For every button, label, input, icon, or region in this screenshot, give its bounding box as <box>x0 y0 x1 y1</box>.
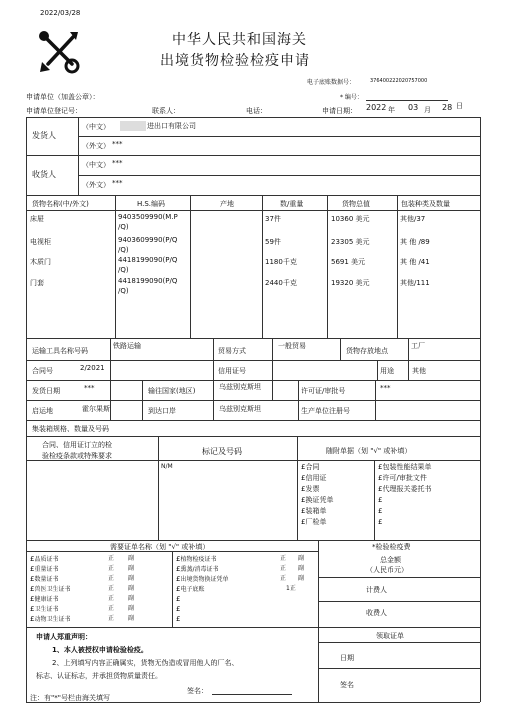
checkbox-icon: £ <box>301 518 306 526</box>
shipper-en-value: *** <box>112 140 123 148</box>
doc-item[interactable]: £发票 <box>301 485 320 493</box>
cert-item[interactable]: £电子底账 1正 <box>176 585 296 593</box>
goods-row-1-pack: 其他/37 <box>400 215 426 223</box>
goods-row-3-value: 5691 美元 <box>331 258 366 266</box>
form-title-line2: 出境货物检验检疫申请 <box>160 53 310 69</box>
checkbox-icon: £ <box>378 474 383 482</box>
doc-item[interactable] <box>378 517 478 528</box>
marks-label: 标记及号码 <box>202 447 242 456</box>
ship-date-label: 发货日期 <box>32 387 60 395</box>
checkbox-icon: £ <box>301 463 306 471</box>
checkbox-icon: £ <box>378 463 383 471</box>
goods-row-2-hs: 9403609990(P/Q <box>118 236 178 244</box>
doc-item[interactable]: £代理报关委托书 <box>378 485 432 493</box>
docs-label: 随附单据（划 "√" 或补填） <box>326 447 412 455</box>
form-title-line1: 中华人民共和国海关 <box>172 32 307 48</box>
cert-item[interactable]: £重量证书 正 副 <box>30 565 135 573</box>
checkbox-icon: £ <box>301 496 306 504</box>
goods-row-2-qty: 59件 <box>265 238 281 246</box>
contract-req-label: 合同、信用证订立的检 <box>42 441 112 449</box>
e-number-label: 电子底账数据号： <box>307 79 356 86</box>
fee-label: *检验检疫费 <box>372 543 411 551</box>
goods-row-4-hs: 4418199090(P/Q <box>118 277 178 285</box>
storage-value: 工厂 <box>411 342 425 350</box>
goods-row-2-name: 电视柜 <box>30 238 51 246</box>
consignee-cn-value: *** <box>112 159 123 167</box>
applicant-label: 申请单位（加盖公章）： <box>26 93 100 101</box>
checkbox-icon: £ <box>176 605 181 613</box>
checkbox-icon: £ <box>176 555 181 563</box>
storage-label: 货物存放地点 <box>346 347 388 355</box>
goods-row-2-value: 23305 美元 <box>331 238 370 246</box>
doc-item[interactable] <box>378 495 478 506</box>
goods-row-1-qty: 37件 <box>265 215 281 223</box>
goods-row-4-name: 门套 <box>30 279 44 287</box>
goods-row-3-name: 木质门 <box>30 258 51 266</box>
goods-row-4-pack: 其他/111 <box>400 279 430 287</box>
doc-item[interactable]: £厂检单 <box>301 518 327 526</box>
goods-row-1-name: 床屉 <box>30 215 44 223</box>
goods-row-3-hs: 4418199090(P/Q <box>118 256 178 264</box>
e-number-value: 376400222020757000 <box>370 78 428 84</box>
permit-label: 许可证/审批号 <box>301 387 346 395</box>
checkbox-icon: £ <box>378 485 383 493</box>
total-label: 总金额 <box>380 556 401 564</box>
usage-value: 其他 <box>412 367 426 375</box>
producer-label: 生产单位注册号 <box>301 407 350 415</box>
checkbox-icon: £ <box>30 555 35 563</box>
transport-label: 运输工具名称号码 <box>32 347 88 355</box>
goods-header-name: 货物名称(中/外文) <box>32 200 89 208</box>
goods-header-hs: H.S.编码 <box>137 200 166 208</box>
checkbox-icon: £ <box>378 518 383 526</box>
docs-left-list <box>301 462 371 528</box>
goods-row-1-hs: 9403509990(M.P <box>118 213 178 221</box>
cert-item[interactable]: £数量证书 正 副 <box>30 575 135 583</box>
consignee-label: 收货人 <box>32 170 56 179</box>
shipper-label: 发货人 <box>32 131 56 140</box>
checkbox-icon: £ <box>378 496 383 504</box>
checkbox-icon: £ <box>176 615 181 623</box>
goods-row-3-pack: 其 他 /41 <box>400 258 430 266</box>
date-year: 2022 <box>366 103 387 112</box>
trade-label: 贸易方式 <box>218 347 246 355</box>
contact-label: 联系人： <box>152 107 180 115</box>
date-label: 申请日期： <box>322 107 357 115</box>
checkbox-icon: £ <box>30 565 35 573</box>
footer-note: 注：有"*"号栏由海关填写 <box>30 694 110 702</box>
goods-header-qty: 数/重量 <box>280 200 304 208</box>
phone-label: 电话： <box>246 107 267 115</box>
checkbox-icon: £ <box>176 595 181 603</box>
cert-item[interactable]: £品质证书 正 副 <box>30 555 135 563</box>
cert-item[interactable]: £出境货物换证凭单 正 副 <box>176 575 305 583</box>
doc-item[interactable]: £信用证 <box>301 474 327 482</box>
arrive-label: 到达口岸 <box>148 407 176 415</box>
goods-header-pack: 包装种类及数量 <box>401 200 450 208</box>
goods-row-3-qty: 1180千克 <box>265 258 297 266</box>
date-day: 28 <box>442 103 453 112</box>
cert-item[interactable]: £卫生证书 正 副 <box>30 605 135 613</box>
cert-item[interactable]: £动物卫生证书 正 副 <box>30 615 135 623</box>
sign-label: 签名： <box>187 687 208 695</box>
checkbox-icon: £ <box>378 507 383 515</box>
doc-item[interactable]: £换证凭单 <box>301 496 334 504</box>
cert-item[interactable] <box>176 614 316 624</box>
collect-sign-label: 签名 <box>340 681 354 689</box>
arrive-value: 乌兹别克斯坦 <box>219 405 261 413</box>
goods-row-4-qty: 2440千克 <box>265 279 297 287</box>
shipper-en-label: （外文） <box>82 142 110 150</box>
consignee-en-label: （外文） <box>82 181 110 189</box>
shipper-cn-value: 进出口有限公司 <box>147 122 196 130</box>
transport-value: 铁路运输 <box>113 342 141 350</box>
certs-right-list <box>176 554 316 624</box>
registration-label: 申请单位登记号： <box>26 107 82 115</box>
permit-value: *** <box>380 384 391 392</box>
credit-label: 信用证号 <box>218 367 246 375</box>
collect-label: 领取证单 <box>376 632 404 640</box>
checkbox-icon: £ <box>30 595 35 603</box>
date-month: 03 <box>408 103 419 112</box>
usage-label: 用途 <box>380 367 394 375</box>
container-label: 集装箱规格、数量及号码 <box>32 425 109 433</box>
docs-right-list <box>378 462 478 528</box>
checkbox-icon: £ <box>176 585 181 593</box>
doc-item[interactable]: £合同 <box>301 463 320 471</box>
goods-row-1-value: 10360 美元 <box>331 215 370 223</box>
checkbox-icon: £ <box>30 585 35 593</box>
recv-label: 收费人 <box>366 609 387 617</box>
goods-row-2-pack: 其 他 /89 <box>400 238 430 246</box>
goods-header-value: 货物总值 <box>342 200 370 208</box>
doc-item[interactable]: £许可/审批文件 <box>378 474 427 482</box>
cert-label: 需要证单名称（划 "√" 或补填） <box>110 543 210 551</box>
trade-value: 一般贸易 <box>278 342 306 350</box>
top-date: 2022/03/28 <box>40 9 81 17</box>
certs-left-list <box>30 554 170 624</box>
cert-item[interactable] <box>176 604 316 614</box>
depart-label: 启运地 <box>32 407 53 415</box>
doc-item[interactable]: £包装性能结果单 <box>378 463 432 471</box>
checkbox-icon: £ <box>301 474 306 482</box>
cert-item[interactable]: £熏蒸/消毒证书 正 副 <box>176 565 305 573</box>
goods-row-4-value: 19320 美元 <box>331 279 370 287</box>
dest-country-label: 输往国家(地区) <box>148 387 196 395</box>
contract-value: 2/2021 <box>80 364 105 372</box>
declaration-1: 1、本人被授权申请检验检疫。 <box>52 646 148 654</box>
checkbox-icon: £ <box>301 485 306 493</box>
ship-date-value: *** <box>84 384 95 392</box>
cert-item[interactable]: £健康证书 正 副 <box>30 595 135 603</box>
cert-item[interactable] <box>176 594 316 604</box>
dest-country-value: 乌兹别克斯坦 <box>219 383 261 391</box>
contract-label: 合同号 <box>32 367 53 375</box>
depart-value: 霍尔果斯 <box>82 405 110 413</box>
checkbox-icon: £ <box>301 507 306 515</box>
cert-item[interactable]: £植物检疫证书 正 副 <box>176 555 305 563</box>
goods-header-origin: 产地 <box>220 200 234 208</box>
checkbox-icon: £ <box>30 615 35 623</box>
checkbox-icon: £ <box>30 605 35 613</box>
collect-date-label: 日期 <box>340 654 354 662</box>
cert-item[interactable]: £兽医卫生证书 正 副 <box>30 585 135 593</box>
declaration-2: 2、上列填写内容正确属实，货物无伪造或冒用他人的厂名、 <box>52 659 239 667</box>
redacted-block <box>120 121 146 131</box>
declaration-title: 申请人郑重声明： <box>36 633 92 641</box>
doc-item[interactable]: £装箱单 <box>301 507 327 515</box>
checkbox-icon: £ <box>176 575 181 583</box>
marks-value: N/M <box>161 463 173 470</box>
consignee-cn-label: （中文） <box>82 161 110 169</box>
calc-label: 计费人 <box>366 586 387 594</box>
doc-item[interactable] <box>378 506 478 517</box>
number-label: * 编号： <box>340 94 363 101</box>
consignee-en-value: *** <box>112 179 123 187</box>
customs-emblem-logo <box>36 28 84 76</box>
shipper-cn-label: （中文） <box>82 123 110 131</box>
checkbox-icon: £ <box>176 565 181 573</box>
checkbox-icon: £ <box>30 575 35 583</box>
